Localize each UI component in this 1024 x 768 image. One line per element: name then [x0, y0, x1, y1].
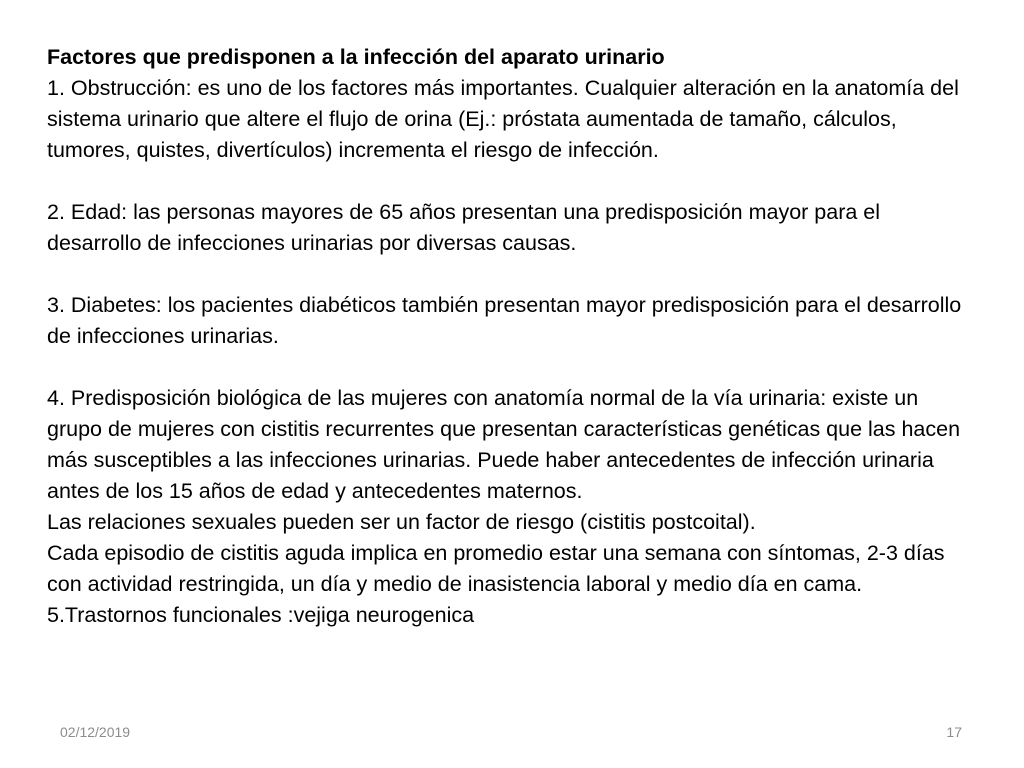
factor-predisposicion-biologica: 4. Predisposición biológica de las mujeres con anatomía normal de la vía urinaria: existe un grupo de mujeres con cistitis recurrentes que presentan características genéticas que las hacen más susceptibles a las infecciones urinarias. Puede haber antecedentes de infección urinaria antes de los 15 años de edad y antecedentes maternos. [47, 386, 961, 503]
page-number: 17 [946, 724, 962, 740]
paragraph-gap [47, 166, 977, 197]
factor-relaciones-sexuales: Las relaciones sexuales pueden ser un factor de riesgo (cistitis postcoital). [47, 510, 756, 534]
paragraph-gap [47, 352, 977, 383]
factor-edad: 2. Edad: las personas mayores de 65 años presentan una predisposición mayor para el desarrollo de infecciones urinarias por diversas causas. [47, 200, 881, 255]
factor-obstruccion: 1. Obstrucción: es uno de los factores más importantes. Cualquier alteración en la anatomía del sistema urinario que altere el flujo de orina (Ej.: próstata aumentada de tamaño, cálculos, tumores, quistes, divertículos) incrementa el riesgo de infección. [47, 76, 959, 162]
factor-diabetes: 3. Diabetes: los pacientes diabéticos también presentan mayor predisposición para el desarrollo de infecciones urinarias. [47, 293, 962, 348]
slide-title: Factores que predisponen a la infección del aparato urinario [47, 45, 665, 69]
slide-content [47, 42, 977, 631]
episodio-cistitis: Cada episodio de cistitis aguda implica en promedio estar una semana con síntomas, 2-3 días con actividad restringida, un día y medio de inasistencia laboral y medio día en cama. [47, 541, 945, 596]
footer-date: 02/12/2019 [60, 724, 131, 740]
paragraph-gap [47, 259, 977, 290]
factor-trastornos-funcionales: 5.Trastornos funcionales :vejiga neurogenica [47, 603, 475, 627]
